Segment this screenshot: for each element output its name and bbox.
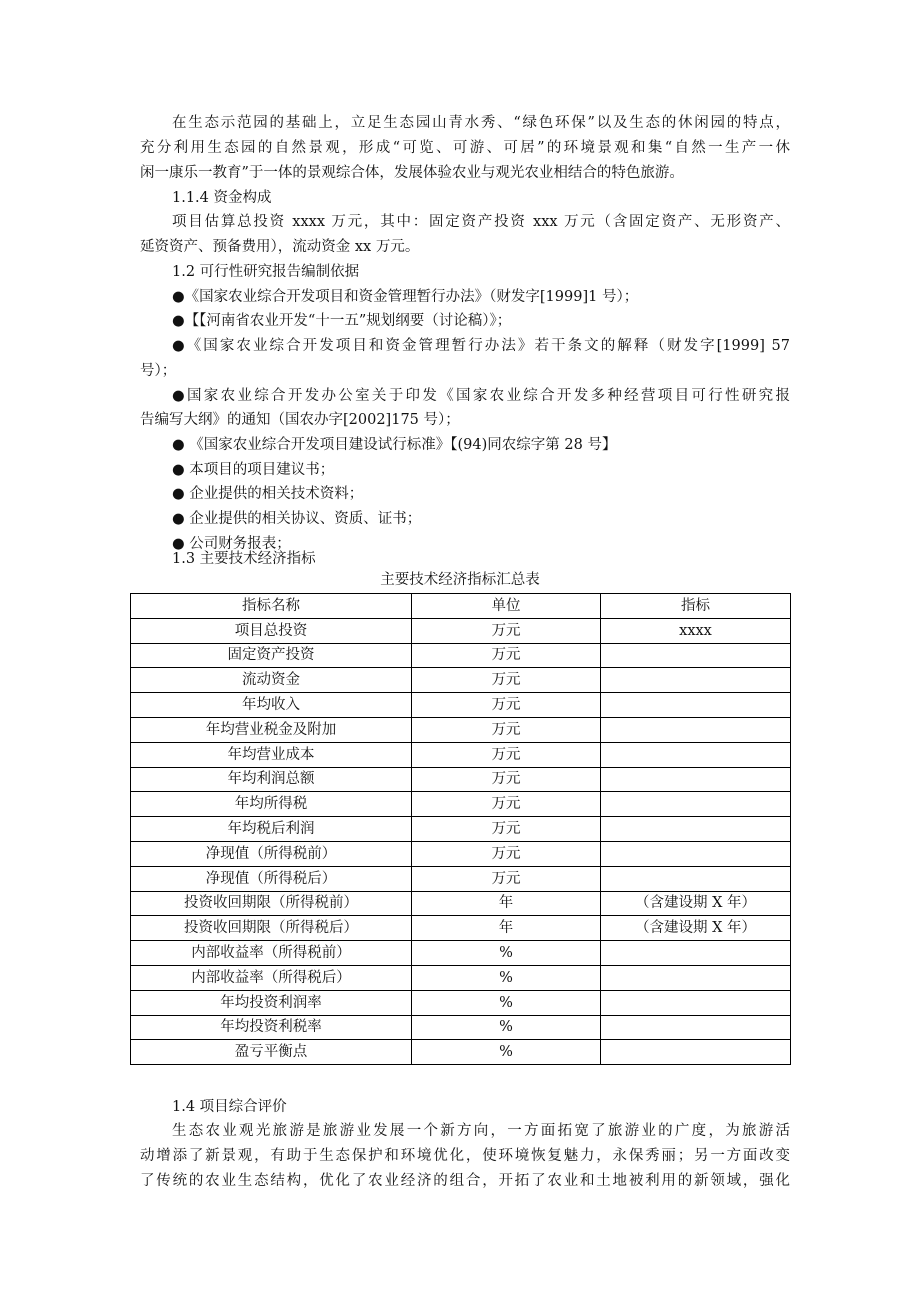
cell-unit: 年 [412,916,601,941]
funding-line-2: 延资资产、预备费用），流动资金 xx 万元。 [140,239,420,255]
heading-1-1-4: 1.1.4 资金构成 [172,190,272,206]
intro-line-2: 充分利用生态园的自然景观，形成“可览、可游、可居”的环境景观和集“自然一生产一休 [140,140,790,156]
cell-unit: 万元 [412,866,601,891]
cell-indicator-name: 净现值（所得税后） [131,866,412,891]
table-caption: 主要技术经济指标汇总表 [380,572,540,588]
table-row [131,965,791,990]
cell-indicator-value [601,941,791,966]
cell-indicator-value [601,990,791,1015]
cell-unit: 万元 [412,767,601,792]
table-row [131,841,791,866]
cell-unit: 万元 [412,618,601,643]
cell-indicator-value [601,841,791,866]
cell-indicator-name: 流动资金 [131,668,412,693]
header-indicator: 指标 [601,594,791,619]
cell-unit: % [412,1040,601,1065]
header-indicator-name: 指标名称 [131,594,412,619]
cell-indicator-value: （含建设期 X 年） [601,916,791,941]
cell-unit: 万元 [412,817,601,842]
cell-unit: 万元 [412,693,601,718]
cell-unit: 万元 [412,643,601,668]
cell-indicator-value [601,767,791,792]
cell-unit: % [412,965,601,990]
basis-item-7: ● 企业提供的相关技术资料； [172,486,364,502]
header-unit: 单位 [412,594,601,619]
cell-indicator-name: 项目总投资 [131,618,412,643]
cell-indicator-value [601,1015,791,1040]
cell-indicator-value: xxxx [601,618,791,643]
cell-indicator-name: 年均税后利润 [131,817,412,842]
cell-indicator-value [601,717,791,742]
table-row [131,717,791,742]
cell-indicator-value [601,742,791,767]
table-row [131,1015,791,1040]
table-row [131,767,791,792]
table-row [131,916,791,941]
intro-line-3: 闲一康乐一教育”于一体的景观综合体，发展体验农业与观光农业相结合的特色旅游。 [140,165,684,181]
table-row [131,668,791,693]
basis-item-5: ● 《国家农业综合开发项目建设试行标准》【(94)同农综字第 28 号】 [172,437,617,453]
cell-indicator-value [601,1040,791,1065]
heading-1-3: 1.3 主要技术经济指标 [172,551,316,567]
evaluation-line-3: 了传统的农业生态结构，优化了农业经济的组合，开拓了农业和土地被利用的新领域，强化 [140,1173,790,1189]
intro-line-1: 在生态示范园的基础上，立足生态园山青水秀、“绿色环保”以及生态的休闲园的特点， [172,115,790,131]
cell-indicator-name: 盈亏平衡点 [131,1040,412,1065]
indicator-table [130,593,791,1065]
cell-indicator-name: 固定资产投资 [131,643,412,668]
cell-unit: % [412,1015,601,1040]
basis-item-3: ●《国家农业综合开发项目和资金管理暂行办法》若干条文的解释（财发字[1999] 57 [172,338,790,354]
table-row [131,1040,791,1065]
table-row [131,941,791,966]
cell-indicator-name: 年均投资利润率 [131,990,412,1015]
basis-item-2: ●【【河南省农业开发“十一五”规划纲要（讨论稿）》； [172,313,512,329]
cell-unit: 万元 [412,717,601,742]
heading-1-4: 1.4 项目综合评价 [172,1099,287,1115]
cell-unit: 万元 [412,841,601,866]
table-row [131,742,791,767]
cell-indicator-value [601,965,791,990]
basis-item-4: ●国家农业综合开发办公室关于印发《国家农业综合开发多种经营项目可行性研究报 [172,388,790,404]
table-row [131,817,791,842]
cell-indicator-name: 年均收入 [131,693,412,718]
cell-indicator-name: 投资收回期限（所得税前） [131,891,412,916]
table-row [131,792,791,817]
evaluation-line-2: 动增添了新景观，有助于生态保护和环境优化，使环境恢复魅力，永保秀丽；另一方面改变 [140,1148,790,1164]
table-row [131,866,791,891]
table-row [131,618,791,643]
table-row [131,643,791,668]
basis-item-1: ●《国家农业综合开发项目和资金管理暂行办法》（财发字[1999]1 号）； [172,289,639,305]
table-row [131,891,791,916]
cell-indicator-name: 投资收回期限（所得税后） [131,916,412,941]
cell-indicator-value [601,643,791,668]
basis-item-6: ● 本项目的项目建议书； [172,462,335,478]
cell-indicator-name: 年均营业成本 [131,742,412,767]
basis-item-8: ● 企业提供的相关协议、资质、证书； [172,511,422,527]
table-row [131,693,791,718]
cell-indicator-name: 内部收益率（所得税前） [131,941,412,966]
cell-indicator-value [601,866,791,891]
cell-unit: 万元 [412,792,601,817]
table-header-row [131,594,791,619]
cell-unit: % [412,990,601,1015]
cell-indicator-name: 年均所得税 [131,792,412,817]
basis-item-3-cont: 号）； [140,363,177,379]
cell-indicator-value: （含建设期 X 年） [601,891,791,916]
basis-item-4-cont: 告编写大纲》的通知（国农办字[2002]175 号）； [140,412,460,428]
cell-indicator-name: 净现值（所得税前） [131,841,412,866]
cell-indicator-value [601,792,791,817]
cell-unit: 万元 [412,668,601,693]
cell-indicator-value [601,668,791,693]
evaluation-line-1: 生态农业观光旅游是旅游业发展一个新方向，一方面拓宽了旅游业的广度，为旅游活 [172,1123,790,1139]
funding-line-1: 项目估算总投资 xxxx 万元，其中：固定资产投资 xxx 万元（含固定资产、无形资产、 [172,214,790,230]
cell-indicator-name: 年均利润总额 [131,767,412,792]
cell-indicator-name: 内部收益率（所得税后） [131,965,412,990]
heading-1-2: 1.2 可行性研究报告编制依据 [172,264,360,280]
cell-indicator-value [601,693,791,718]
cell-unit: 年 [412,891,601,916]
cell-unit: % [412,941,601,966]
cell-indicator-value [601,817,791,842]
cell-indicator-name: 年均投资利税率 [131,1015,412,1040]
cell-unit: 万元 [412,742,601,767]
table-row [131,990,791,1015]
cell-indicator-name: 年均营业税金及附加 [131,717,412,742]
basis-item-9: ● 公司财务报表； [172,536,291,552]
